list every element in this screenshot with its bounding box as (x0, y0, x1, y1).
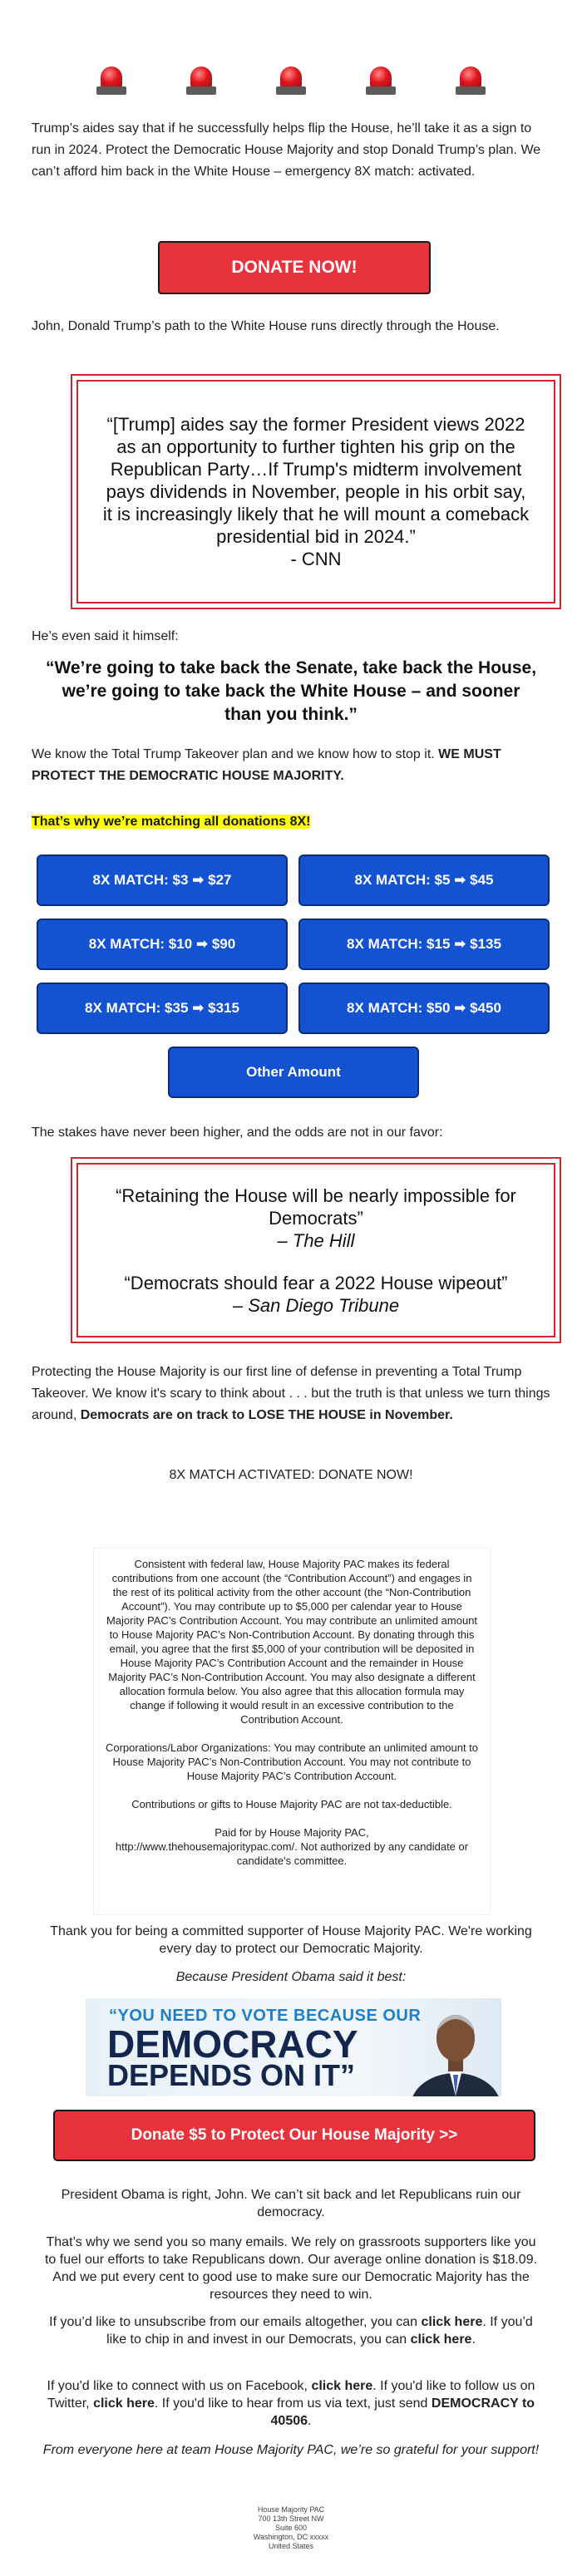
cnn-quote-text: “[Trump] aides say the former President views 2022 as an opportunity to further tighten his grip on the Republican Party…If Trump's midterm involvement pays dividends in November, people in his orbit say, it is increasingly likely that he will mount a comeback presidential bid in 2024.” (102, 414, 530, 547)
press-quote-box (71, 1157, 561, 1343)
banner-line2: DEMOCRACY (107, 2022, 358, 2066)
footer-address: House Majority PAC 700 13th Street NW Suite 600 Washington, DC xxxxx United States (253, 2505, 329, 2550)
match-5-button[interactable]: 8X MATCH: $5 ➡ $45 (298, 855, 550, 906)
match-10-button[interactable]: 8X MATCH: $10 ➡ $90 (37, 919, 288, 970)
obama-banner[interactable] (86, 1998, 501, 2096)
hill-quote-source: – The Hill (277, 1229, 355, 1251)
siren-icon (449, 63, 492, 96)
match-35-button[interactable]: 8X MATCH: $35 ➡ $315 (37, 983, 288, 1034)
takeover-paragraph: We know the Total Trump Takeover plan and we know how to stop it. WE MUST PROTECT THE DEMOCRATIC HOUSE MAJORITY. (32, 747, 501, 783)
activated-donate-link[interactable]: 8X MATCH ACTIVATED: DONATE NOW! (169, 1468, 413, 1482)
siren-icon (269, 63, 313, 96)
unsubscribe-paragraph: If you’d like to unsubscribe from our emails altogether, you can click here. If you’d like to chip in and invest in our Democrats, you can click here. (49, 2315, 533, 2347)
stakes-paragraph: The stakes have never been higher, and the odds are not in our favor: (32, 1125, 443, 1140)
trump-quote: “We’re going to take back the Senate, take back the House, we’re going to take back the White House – and sooner than you think.” (45, 658, 537, 724)
disclaimer-p3: Contributions or gifts to House Majority PAC are not tax-deductible. (131, 1798, 452, 1810)
match-15-button[interactable]: 8X MATCH: $15 ➡ $135 (298, 919, 550, 970)
hill-quote-text: “Retaining the House will be nearly impossible for Democrats” (116, 1185, 516, 1229)
paid-for-by: Paid for by House Majority PAC, http://www.thehousemajoritypac.com/. Not authorized by any candidate or candidate's committee. (115, 1826, 469, 1867)
protect-paragraph: Protecting the House Majority is our first line of defense in preventing a Total Trump Takeover. We know it's scary to think about . . . but the truth is that unless we turn things around, Democrats are on track to LOSE THE HOUSE in November. (32, 1365, 550, 1422)
cnn-quote-box (71, 374, 561, 609)
facebook-link[interactable]: click here (311, 2379, 373, 2393)
path-paragraph: John, Donald Trump’s path to the White House runs directly through the House. (32, 319, 500, 333)
disclaimer-p2: Corporations/Labor Organizations: You may contribute an unlimited amount to House Majority PAC’s Non-Contribution Account. You may not contribute to House Majority PAC’s Contribution Account. (105, 1741, 479, 1782)
siren-icon (180, 63, 223, 96)
twitter-link[interactable]: click here (93, 2396, 155, 2411)
intro-paragraph: Trump’s aides say that if he successfully helps flip the House, he’ll take it as a sign to run in 2024. Protect the Democratic House Majority and stop Donald Trump’s plan. We can’t afford him back in the White House – emergency 8X match: activated. (32, 121, 541, 179)
legal-disclaimer (93, 1548, 491, 1915)
donate-5-button[interactable]: Donate $5 to Protect Our House Majority >> (53, 2110, 535, 2161)
social-paragraph: If you'd like to connect with us on Facebook, click here. If you'd like to follow us on Twitter, click here. If you'd like to hear from us via text, just send DEMOCRACY to 40506. (47, 2379, 535, 2428)
disclaimer-p1: Consistent with federal law, House Majority PAC makes its federal contributions from one account (the “Contribution Account”) and engages in the rest of its political activity from the other account (the “Non-Contribution Account”). You may contribute up to $5,000 per calendar year to House Majority PAC’s Contribution Account. You may contribute an unlimited amount to House Majority PAC’s Non-Contribution Account. By donating through this email, you agree that the first $5,000 of your contribution will be deposited in House Majority PAC’s Contribution Account and the remainder in House Majority PAC’s Non-Contribution Account. You may also designate a different allocation formula below. You also agree that this allocation formula may change if following it would result in an excessive contribution to the Contribution Account. (106, 1558, 478, 1726)
obama-intro: Because President Obama said it best: (175, 1970, 407, 1984)
invest-link[interactable]: click here (410, 2332, 472, 2347)
banner-line1: “YOU NEED TO VOTE BECAUSE OUR (109, 2007, 422, 2025)
obama-right-text: President Obama is right, John. We can’t sit back and let Republicans ruin our democracy. (61, 2188, 521, 2219)
banner-line3: DEPENDS ON IT” (107, 2058, 356, 2092)
match-50-button[interactable]: 8X MATCH: $50 ➡ $450 (298, 983, 550, 1034)
cnn-quote-source: - CNN (290, 549, 342, 569)
match-highlight-text: That’s why we’re matching all donations 8X! (32, 815, 311, 829)
siren-icon (90, 63, 133, 96)
signoff-text: From everyone here at team House Majority PAC, we’re so grateful for your support! (42, 2443, 540, 2457)
siren-row (0, 63, 582, 96)
obama-portrait-icon (410, 1998, 501, 2096)
thanks-text: Thank you for being a committed supporter of House Majority PAC. We're working every day to protect our Democratic Majority. (50, 1924, 532, 1956)
unsubscribe-link[interactable]: click here (421, 2315, 483, 2329)
donate-now-button[interactable]: DONATE NOW! (158, 241, 431, 294)
said-himself-text: He’s even said it himself: (32, 629, 179, 643)
other-amount-button[interactable]: Other Amount (168, 1047, 419, 1098)
emails-paragraph: That’s why we send you so many emails. We rely on grassroots supporters like you to fuel our efforts to take Republicans down. Our average online donation is $18.09. And we put every cent to good use to make sure our Democratic Majority has the resources they need to win. (44, 2235, 538, 2302)
pac-url-link[interactable]: http://www.thehousemajoritypac.com/ (115, 1840, 295, 1853)
text-keyword: DEMOCRACY to 40506 (270, 2396, 535, 2428)
match-3-button[interactable]: 8X MATCH: $3 ➡ $27 (37, 855, 288, 906)
siren-icon (359, 63, 402, 96)
tribune-quote-text: “Democrats should fear a 2022 House wipeout” (124, 1272, 508, 1293)
tribune-quote-source: – San Diego Tribune (232, 1294, 400, 1316)
